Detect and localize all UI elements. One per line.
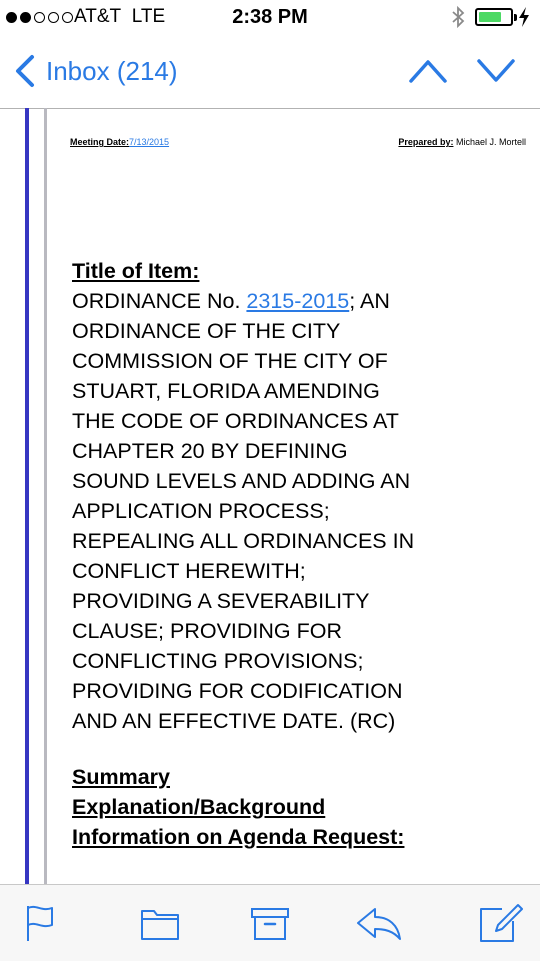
title-line: CHAPTER 20 BY DEFINING bbox=[72, 439, 348, 463]
charging-bolt-icon bbox=[518, 6, 530, 28]
chevron-down-icon[interactable] bbox=[476, 56, 516, 86]
title-line: CONFLICT HEREWITH; bbox=[72, 559, 306, 583]
title-line: CLAUSE; PROVIDING FOR bbox=[72, 619, 342, 643]
status-bar bbox=[0, 0, 540, 36]
summary-heading-line: Information on Agenda Request: bbox=[72, 825, 405, 849]
title-line: APPLICATION PROCESS; bbox=[72, 499, 330, 523]
prepared-by bbox=[398, 137, 526, 147]
quote-rule-gray bbox=[44, 108, 47, 884]
network-type: LTE bbox=[131, 6, 166, 27]
summary-heading-line: Summary bbox=[72, 765, 170, 789]
bottom-toolbar bbox=[0, 884, 540, 961]
chevron-left-icon[interactable] bbox=[12, 54, 38, 88]
title-line: ORDINANCE OF THE CITY bbox=[72, 319, 341, 343]
meeting-date-label: Meeting Date: bbox=[70, 137, 130, 147]
title-line: CONFLICTING PROVISIONS; bbox=[72, 649, 364, 673]
summary-heading bbox=[72, 762, 404, 852]
ordinance-title-text: ORDINANCE No. 2315-2015; AN ORDINANCE OF THE CITY COMMISSION OF THE CITY OF STUART, FLORIDA AMENDING THE CODE OF ORDINANCES AT CHAPTER 20 BY DEFINING SOUND LEVELS AND ADDING AN APPLICATION PROCESS; REPEALING ALL ORDINANCES IN CONFLICT HEREWITH; PROVIDING A SEVERABILITY CLAUSE; PROVIDING FOR CONFLICTING PROVISIONS; PROVIDING FOR CODIFICATION AND AN EFFECTIVE DATE. (RC) bbox=[72, 286, 512, 736]
title-of-item-heading: Title of Item: bbox=[72, 259, 200, 283]
title-line: PROVIDING A SEVERABILITY bbox=[72, 589, 370, 613]
carrier-label: AT&T LTE bbox=[74, 6, 166, 27]
reply-icon[interactable] bbox=[355, 903, 403, 943]
email-attachment-document[interactable] bbox=[0, 108, 540, 884]
meeting-date-link[interactable]: 7/13/2015 bbox=[129, 137, 170, 147]
chevron-up-icon[interactable] bbox=[408, 56, 448, 86]
folder-icon[interactable] bbox=[140, 903, 180, 943]
prepared-by-label: Prepared by: bbox=[398, 137, 454, 147]
title-line: AND AN EFFECTIVE DATE. (RC) bbox=[72, 709, 396, 733]
title-line: COMMISSION OF THE CITY OF bbox=[72, 349, 388, 373]
quote-rule-blue bbox=[25, 108, 29, 884]
title-line: PROVIDING FOR CODIFICATION bbox=[72, 679, 403, 703]
ordinance-number-link[interactable]: 2315-2015 bbox=[246, 289, 350, 313]
prepared-by-value: Michael J. Mortell bbox=[455, 137, 526, 147]
title-line: STUART, FLORIDA AMENDING bbox=[72, 379, 380, 403]
flag-icon[interactable] bbox=[24, 903, 60, 943]
clock: 2:38 PM bbox=[232, 6, 308, 28]
summary-heading-line: Explanation/Background bbox=[72, 795, 326, 819]
bluetooth-icon bbox=[451, 5, 465, 29]
battery-icon bbox=[475, 8, 513, 26]
title-line: REPEALING ALL ORDINANCES IN bbox=[72, 529, 415, 553]
meeting-date bbox=[70, 137, 169, 147]
archive-icon[interactable] bbox=[250, 903, 290, 943]
nav-bar bbox=[0, 36, 540, 109]
compose-icon[interactable] bbox=[478, 903, 524, 945]
title-line: THE CODE OF ORDINANCES AT bbox=[72, 409, 399, 433]
title-line: SOUND LEVELS AND ADDING AN bbox=[72, 469, 411, 493]
back-to-inbox-button[interactable]: Inbox (214) bbox=[46, 56, 178, 86]
